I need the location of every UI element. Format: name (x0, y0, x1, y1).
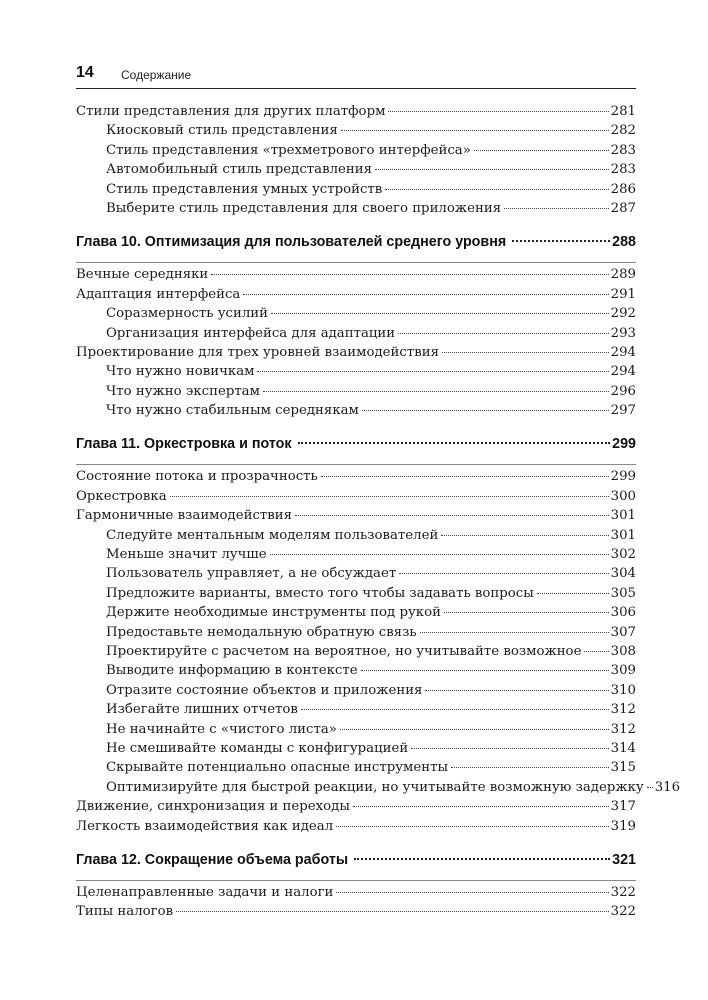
toc-entry-title: Стиль представления «трехметрового интерфейса» (106, 142, 471, 158)
dot-leader (243, 294, 608, 295)
toc-chapter-page: 321 (612, 851, 636, 868)
dot-leader (340, 729, 609, 730)
dot-leader (512, 240, 610, 242)
page-header (76, 64, 636, 89)
toc-entry-title: Соразмерность усилий (106, 306, 269, 322)
dot-leader (399, 573, 608, 574)
toc-entry-title: Состояние потока и прозрачность (76, 469, 318, 485)
toc-entry (76, 201, 636, 220)
chapter-rule (76, 262, 636, 263)
toc-entry-page: 312 (610, 702, 636, 718)
toc-entry-title: Автомобильный стиль представления (106, 162, 373, 178)
toc-entry-title: Держите необходимые инструменты под рукой (106, 605, 441, 621)
toc-entry (76, 326, 636, 345)
dot-leader (336, 826, 608, 827)
dot-leader (584, 651, 608, 652)
toc-entry-page: 304 (610, 566, 636, 582)
toc-entry-title: Организация интерфейса для адаптации (106, 325, 396, 341)
toc-entry (76, 799, 636, 818)
dot-leader (444, 612, 609, 613)
toc-entry-title: Что нужно новичкам (106, 364, 255, 380)
toc-entry (76, 267, 636, 286)
toc-entry (76, 345, 636, 364)
toc-entry-title: Пользователь управляет, а не обсуждает (106, 566, 397, 582)
toc-entry-title: Адаптация интерфейса (76, 286, 241, 302)
dot-leader (504, 208, 609, 209)
toc-chapter (76, 852, 636, 878)
toc-entry-page: 302 (610, 547, 636, 563)
dot-leader (361, 670, 609, 671)
toc-entry-page: 312 (610, 721, 636, 737)
dot-leader (301, 709, 609, 710)
toc-entry-title: Стиль представления умных устройств (106, 181, 383, 197)
toc-entry-page: 307 (610, 624, 636, 640)
chapter-rule (76, 880, 636, 881)
toc-entry (76, 403, 636, 422)
dot-leader (388, 111, 608, 112)
toc-chapter-page: 299 (612, 436, 636, 453)
toc-entry-page: 315 (610, 760, 636, 776)
toc-entry-page: 301 (610, 508, 636, 524)
dot-leader (420, 632, 609, 633)
toc-entry (76, 885, 636, 904)
toc-entry-page: 292 (610, 306, 636, 322)
page-number: 14 (76, 64, 94, 81)
dot-leader (354, 858, 610, 860)
dot-leader (270, 554, 609, 555)
toc-entry-title: Скрывайте потенциально опасные инструменты (106, 760, 449, 776)
toc-entry-title: Отразите состояние объектов и приложения (106, 682, 423, 698)
dot-leader (211, 274, 608, 275)
dot-leader (257, 371, 608, 372)
dot-leader (271, 313, 609, 314)
running-title: Содержание (121, 68, 192, 82)
toc-entry-title: Вечные середняки (76, 267, 209, 283)
toc-entry-page: 297 (610, 403, 636, 419)
toc-entry (76, 605, 636, 624)
toc-entry (76, 683, 636, 702)
toc-chapter (76, 234, 636, 260)
toc-entry-title: Предоставьте немодальную обратную связь (106, 624, 417, 640)
toc-entry (76, 760, 636, 779)
toc-entry-title: Следуйте ментальным моделям пользователей (106, 527, 439, 543)
toc-entry-page: 289 (610, 267, 636, 283)
toc-entry (76, 566, 636, 585)
toc-entry (76, 547, 636, 566)
toc-entry (76, 904, 636, 923)
toc-entry-title: Оптимизируйте для быстрой реакции, но учитывайте возможную задержку (106, 779, 644, 795)
dot-leader (298, 442, 611, 444)
toc-entry (76, 364, 636, 383)
toc-entry (76, 644, 636, 663)
toc-entry-title: Проектируйте с расчетом на вероятное, но учитывайте возможное (106, 643, 582, 659)
toc-entry (76, 741, 636, 760)
dot-leader (385, 189, 608, 190)
toc-entry (76, 702, 636, 721)
dot-leader (441, 535, 608, 536)
dot-leader (398, 333, 608, 334)
chapter-rule (76, 464, 636, 465)
toc-entry-page: 281 (610, 104, 636, 119)
toc-entry (76, 508, 636, 527)
toc-entry-page: 294 (610, 364, 636, 380)
toc-entry (76, 779, 681, 799)
toc-entry (76, 528, 636, 547)
toc-entry-page: 317 (610, 799, 636, 815)
toc-entry (76, 384, 636, 403)
toc-entry-page: 301 (610, 527, 636, 543)
toc-entry (76, 469, 636, 488)
toc-entry (76, 123, 636, 142)
toc-entry (76, 722, 636, 741)
toc-entry (76, 306, 636, 325)
toc-chapter-title: Глава 12. Сокращение объема работы (76, 851, 349, 868)
toc-entry-title: Избегайте лишних отчетов (106, 702, 298, 718)
toc-entry-page: 282 (610, 123, 636, 139)
toc-entry (76, 287, 636, 306)
dot-leader (425, 690, 608, 691)
toc-entry-title: Выберите стиль представления для своего приложения (106, 200, 502, 216)
toc-entry-page: 300 (610, 488, 636, 504)
toc-entry (76, 663, 636, 682)
toc-entry-page: 306 (610, 605, 636, 621)
toc-entry-page: 308 (610, 643, 636, 659)
toc-entry-page: 299 (610, 469, 636, 485)
toc-chapter (76, 436, 636, 462)
dot-leader (411, 748, 608, 749)
toc-entry-page: 294 (610, 344, 636, 360)
dot-leader (295, 515, 609, 516)
dot-leader (321, 476, 609, 477)
dot-leader (537, 593, 609, 594)
toc-entry-page: 296 (610, 383, 636, 399)
toc-entry-page: 322 (610, 884, 636, 900)
dot-leader (362, 410, 609, 411)
toc-entry-page: 291 (610, 286, 636, 302)
toc-entry-page: 287 (610, 200, 636, 216)
toc-entry-title: Предложите варианты, вместо того чтобы задавать вопросы (106, 585, 534, 601)
toc-entry-page: 319 (610, 818, 636, 834)
toc-entry-title: Движение, синхронизация и переходы (76, 799, 350, 815)
toc-chapter-title: Глава 10. Оптимизация для пользователей среднего уровня (76, 234, 507, 251)
toc-entry (76, 586, 636, 605)
toc-entry-title: Целенаправленные задачи и налоги (76, 884, 334, 900)
dot-leader (353, 806, 609, 807)
toc-entry-title: Не смешивайте команды с конфигурацией (106, 740, 409, 756)
toc-entry (76, 143, 636, 162)
toc-entry-title: Типы налогов (76, 904, 174, 920)
toc-entry-page: 310 (610, 682, 636, 698)
toc-entry-page: 286 (610, 181, 636, 197)
toc-entry-title: Проектирование для трех уровней взаимодействия (76, 344, 439, 360)
dot-leader (170, 496, 609, 497)
toc-entry (76, 819, 636, 838)
toc-entry (76, 625, 636, 644)
toc-entry-title: Меньше значит лучше (106, 547, 267, 563)
table-of-contents (76, 104, 681, 924)
toc-entry-page: 293 (610, 325, 636, 341)
dot-leader (375, 169, 609, 170)
toc-entry-page: 316 (654, 779, 681, 795)
toc-entry (76, 182, 636, 201)
dot-leader (451, 767, 609, 768)
toc-entry-page: 322 (610, 904, 636, 920)
toc-entry-page: 283 (610, 142, 636, 158)
toc-entry-page: 314 (610, 740, 636, 756)
toc-entry-page: 305 (610, 585, 636, 601)
toc-entry-title: Что нужно экспертам (106, 383, 260, 399)
toc-entry-page: 309 (610, 663, 636, 679)
toc-entry (76, 104, 636, 123)
dot-leader (341, 130, 609, 131)
dot-leader (263, 391, 609, 392)
toc-entry-title: Киосковый стиль представления (106, 123, 338, 139)
toc-entry (76, 489, 636, 508)
toc-entry-title: Гармоничные взаимодействия (76, 508, 292, 524)
toc-entry-title: Стили представления для других платформ (76, 104, 386, 119)
toc-entry-title: Легкость взаимодействия как идеал (76, 818, 334, 834)
dot-leader (336, 892, 608, 893)
dot-leader (442, 352, 609, 353)
toc-entry-title: Что нужно стабильным середнякам (106, 403, 359, 419)
dot-leader (474, 150, 609, 151)
toc-entry-title: Не начинайте с «чистого листа» (106, 721, 337, 737)
toc-chapter-page: 288 (612, 234, 636, 251)
toc-entry-page: 283 (610, 162, 636, 178)
toc-entry (76, 162, 636, 181)
toc-entry-title: Выводите информацию в контексте (106, 663, 358, 679)
toc-chapter-title: Глава 11. Оркестровка и поток (76, 436, 292, 453)
dot-leader (647, 787, 653, 788)
toc-entry-title: Оркестровка (76, 488, 167, 504)
dot-leader (176, 911, 609, 912)
